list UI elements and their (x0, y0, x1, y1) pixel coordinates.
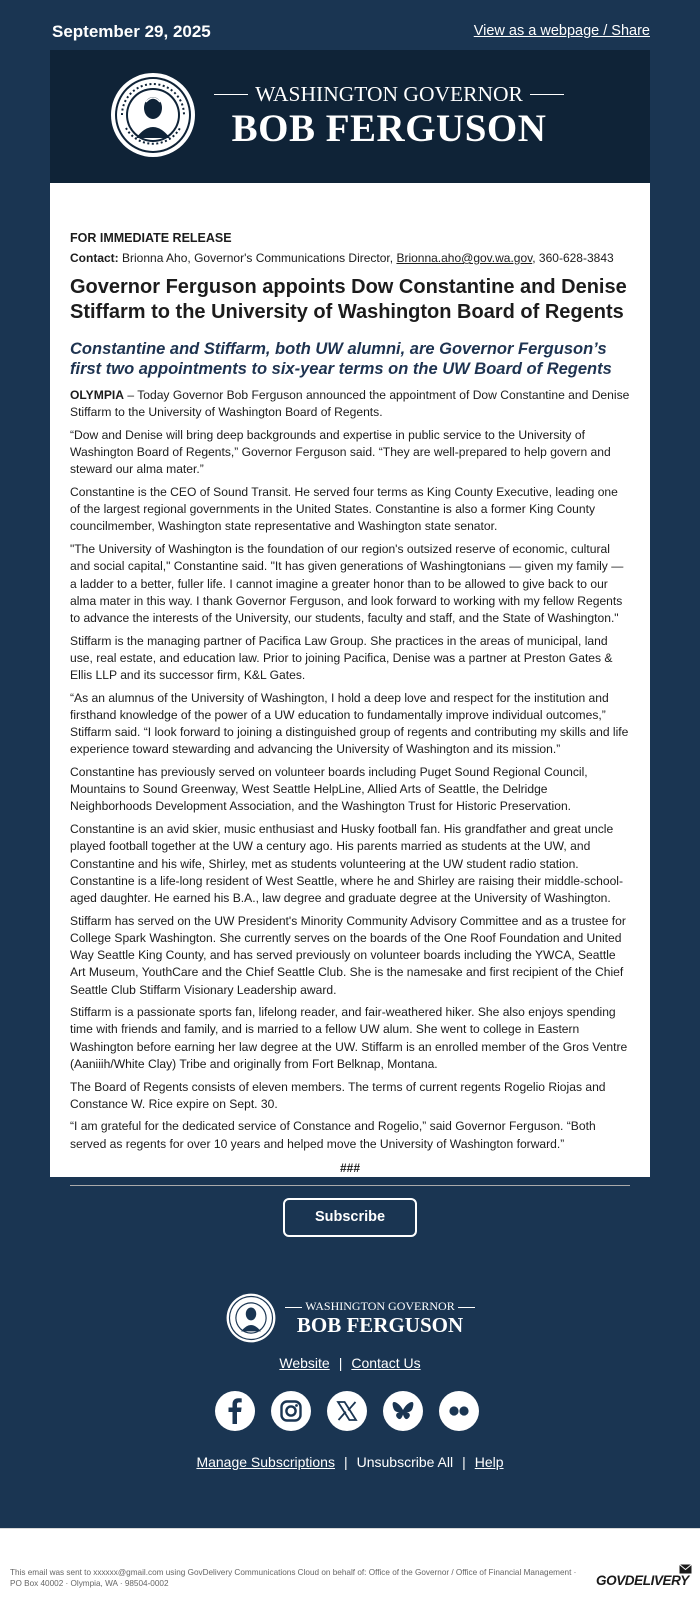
body-paragraph: “As an alumnus of the University of Washington, I hold a deep love and respect for the institution and firsthand knowledge of the power of a UW education to fundamentally improve individual outcomes,” Stiffarm said. “I look forward to joining a distinguished group of regents and contributing my skills and life experience toward stewarding and advancing the University of Washington and its mission.” (70, 690, 629, 757)
instagram-icon[interactable] (271, 1391, 311, 1431)
separator: | (338, 1355, 343, 1371)
email-date: September 29, 2025 (52, 22, 211, 41)
contact-phone: , 360-628-3843 (532, 251, 614, 265)
end-mark: ### (339, 1160, 361, 1175)
body-paragraph: Constantine has previously served on volunteer boards including Puget Sound Regional Council, Mountains to Sound Greenway, West Seattle HelpLine, Allied Arts of Seattle, the Delridge Neighborhoods Development Association, and the Washington Trust for Historic Preservation. (70, 765, 588, 814)
envelope-icon (679, 1564, 692, 1574)
contact-us-link[interactable]: Contact Us (351, 1355, 421, 1371)
dateline: OLYMPIA (70, 388, 124, 402)
contact-label: Contact: (70, 251, 119, 265)
banner-title-top (214, 80, 564, 108)
body-paragraph: Constantine is an avid skier, music enthusiast and Husky football fan. His grandfather and great uncle played football together at the UW a century ago. His parents married as students at the UW, and Constantine and his wife, Shirley, met as students volunteering at the UW student radio station. Constantine is a life-long resident of West Seattle, where he and Shirley are raising their middle-school-aged daughter. He earned his B.A., law degree and graduate degree at the University of Washington. (70, 822, 624, 905)
flickr-icon[interactable] (439, 1391, 479, 1431)
state-seal-icon (110, 72, 196, 158)
banner-line1: WASHINGTON GOVERNOR (255, 82, 523, 106)
rule-right (530, 94, 564, 95)
release-title: Governor Ferguson appoints Dow Constantine and Denise Stiffarm to the University of Washington Board of Regents (70, 276, 627, 323)
body-paragraph: Stiffarm is the managing partner of Pacifica Law Group. She practices in the areas of municipal, land use, real estate, and education law. Prior to joining Pacifica, Denise was a partner at Preston Gates & Ellis LLP and its successor firm, K&L Gates. (70, 633, 613, 683)
body-paragraph: Stiffarm has served on the UW President's Minority Community Advisory Committee and as a trustee for College Spark Washington. She currently serves on the boards of the One Roof Foundation and United Way Seattle King County, and has served previously on volunteer boards including the YWCA, Seattle Art Museum, YouthCare and the Chief Seattle Club. She is the namesake and first recipient of the Chief Seattle Club Stiffarm Visionary Leadership award. (70, 913, 626, 997)
body-paragraph: Constantine is the CEO of Sound Transit. He served four terms as King County Executive, leading one of the largest regional governments in the United States. Constantine is also a former King County councilmember, Washington state representative and Washington state senator. (70, 485, 618, 534)
x-icon[interactable] (327, 1391, 367, 1431)
unsubscribe-all-link[interactable]: Unsubscribe All (356, 1454, 454, 1470)
subscription-links (0, 1454, 700, 1470)
footer-line2: BOB FERGUSON (296, 1313, 464, 1337)
top-bar (52, 22, 650, 46)
subscribe-button[interactable]: Subscribe (283, 1198, 417, 1237)
website-link[interactable]: Website (279, 1355, 330, 1371)
manage-subscriptions-link[interactable]: Manage Subscriptions (196, 1454, 335, 1470)
footer-seal-icon (226, 1293, 276, 1343)
bottom-footer (0, 1528, 700, 1599)
press-release-content (70, 231, 630, 1186)
separator: | (462, 1454, 466, 1470)
body-paragraph: “I am grateful for the dedicated service of Constance and Rogelio,” said Governor Ferguson. “Both served as regents for over 10 years and helped move the University of Washington forward.” (70, 1119, 596, 1151)
view-as-webpage-link[interactable]: View as a webpage / Share (473, 23, 650, 39)
delivery-note: This email was sent to xxxxxx@gmail.com using GovDelivery Communications Cloud on behalf of: Office of the Governor / Office of Financial Management · PO Box 40002 · Olympia, WA · 98504-0002 (10, 1568, 577, 1588)
banner-line2: BOB FERGUSON (231, 107, 547, 150)
govdelivery-logo: GOVDELIVERY (596, 1573, 689, 1588)
body-paragraph: "The University of Washington is the foundation of our region's outsized reserve of economic, cultural and social capital," Constantine said. "It has given generations of Washingtonians — given my family — a ladder to a better, fuller life. I cannot imagine a greater honor than to be allowed to give back to our alma mater in this way. I thank Governor Ferguson, and look forward to working with my fellow Regents to advance the interests of the University, our students, faculty and staff, and the State of Washington." (70, 542, 624, 625)
press-release-card (50, 183, 650, 1177)
lead-paragraph (70, 387, 630, 421)
release-label: FOR IMMEDIATE RELEASE (70, 231, 232, 245)
divider (70, 1185, 630, 1186)
bluesky-icon[interactable] (383, 1391, 423, 1431)
header-banner (50, 50, 650, 183)
help-link[interactable]: Help (474, 1454, 504, 1470)
body-paragraph: The Board of Regents consists of eleven members. The terms of current regents Rogelio Riojas and Constance W. Rice expire on Sept. 30. (70, 1079, 606, 1111)
rule-right (458, 1307, 475, 1308)
body-paragraph: Stiffarm is a passionate sports fan, lifelong reader, and fair-weathered hiker. She also enjoys spending time with friends and family, and is married to a fellow UW alum. She went to college in Eastern Washington before earning her law degree at the UW. Stiffarm is an enrolled member of the Gros Ventre (Aaniiih/White Clay) Tribe and originally from Fort Belknap, Montana. (70, 1005, 628, 1071)
rule-left (214, 94, 248, 95)
contact-email-link[interactable]: Brionna.aho@gov.wa.gov (396, 251, 533, 265)
separator: | (343, 1454, 348, 1470)
release-subtitle: Constantine and Stiffarm, both UW alumni, are Governor Ferguson’s first two appointments to six-year terms on the UW Board of Regents (70, 340, 612, 378)
footer-line1: WASHINGTON GOVERNOR (305, 1299, 455, 1313)
body-paragraph: “Dow and Denise will bring deep backgrounds and expertise in public service to the University of Washington Board of Regents,” Governor Ferguson said. “They are well-prepared to help govern and steward our alma mater.” (70, 427, 611, 477)
contact-line (70, 251, 630, 265)
rule-left (285, 1307, 302, 1308)
contact-text: Brionna Aho, Governor's Communications Director, (122, 251, 394, 265)
facebook-icon[interactable] (215, 1391, 255, 1431)
lead-text: – Today Governor Bob Ferguson announced the appointment of Dow Constantine and Denise Stiffarm to the University of Washington Board of Regents. (70, 388, 630, 420)
footer-links (0, 1355, 700, 1371)
